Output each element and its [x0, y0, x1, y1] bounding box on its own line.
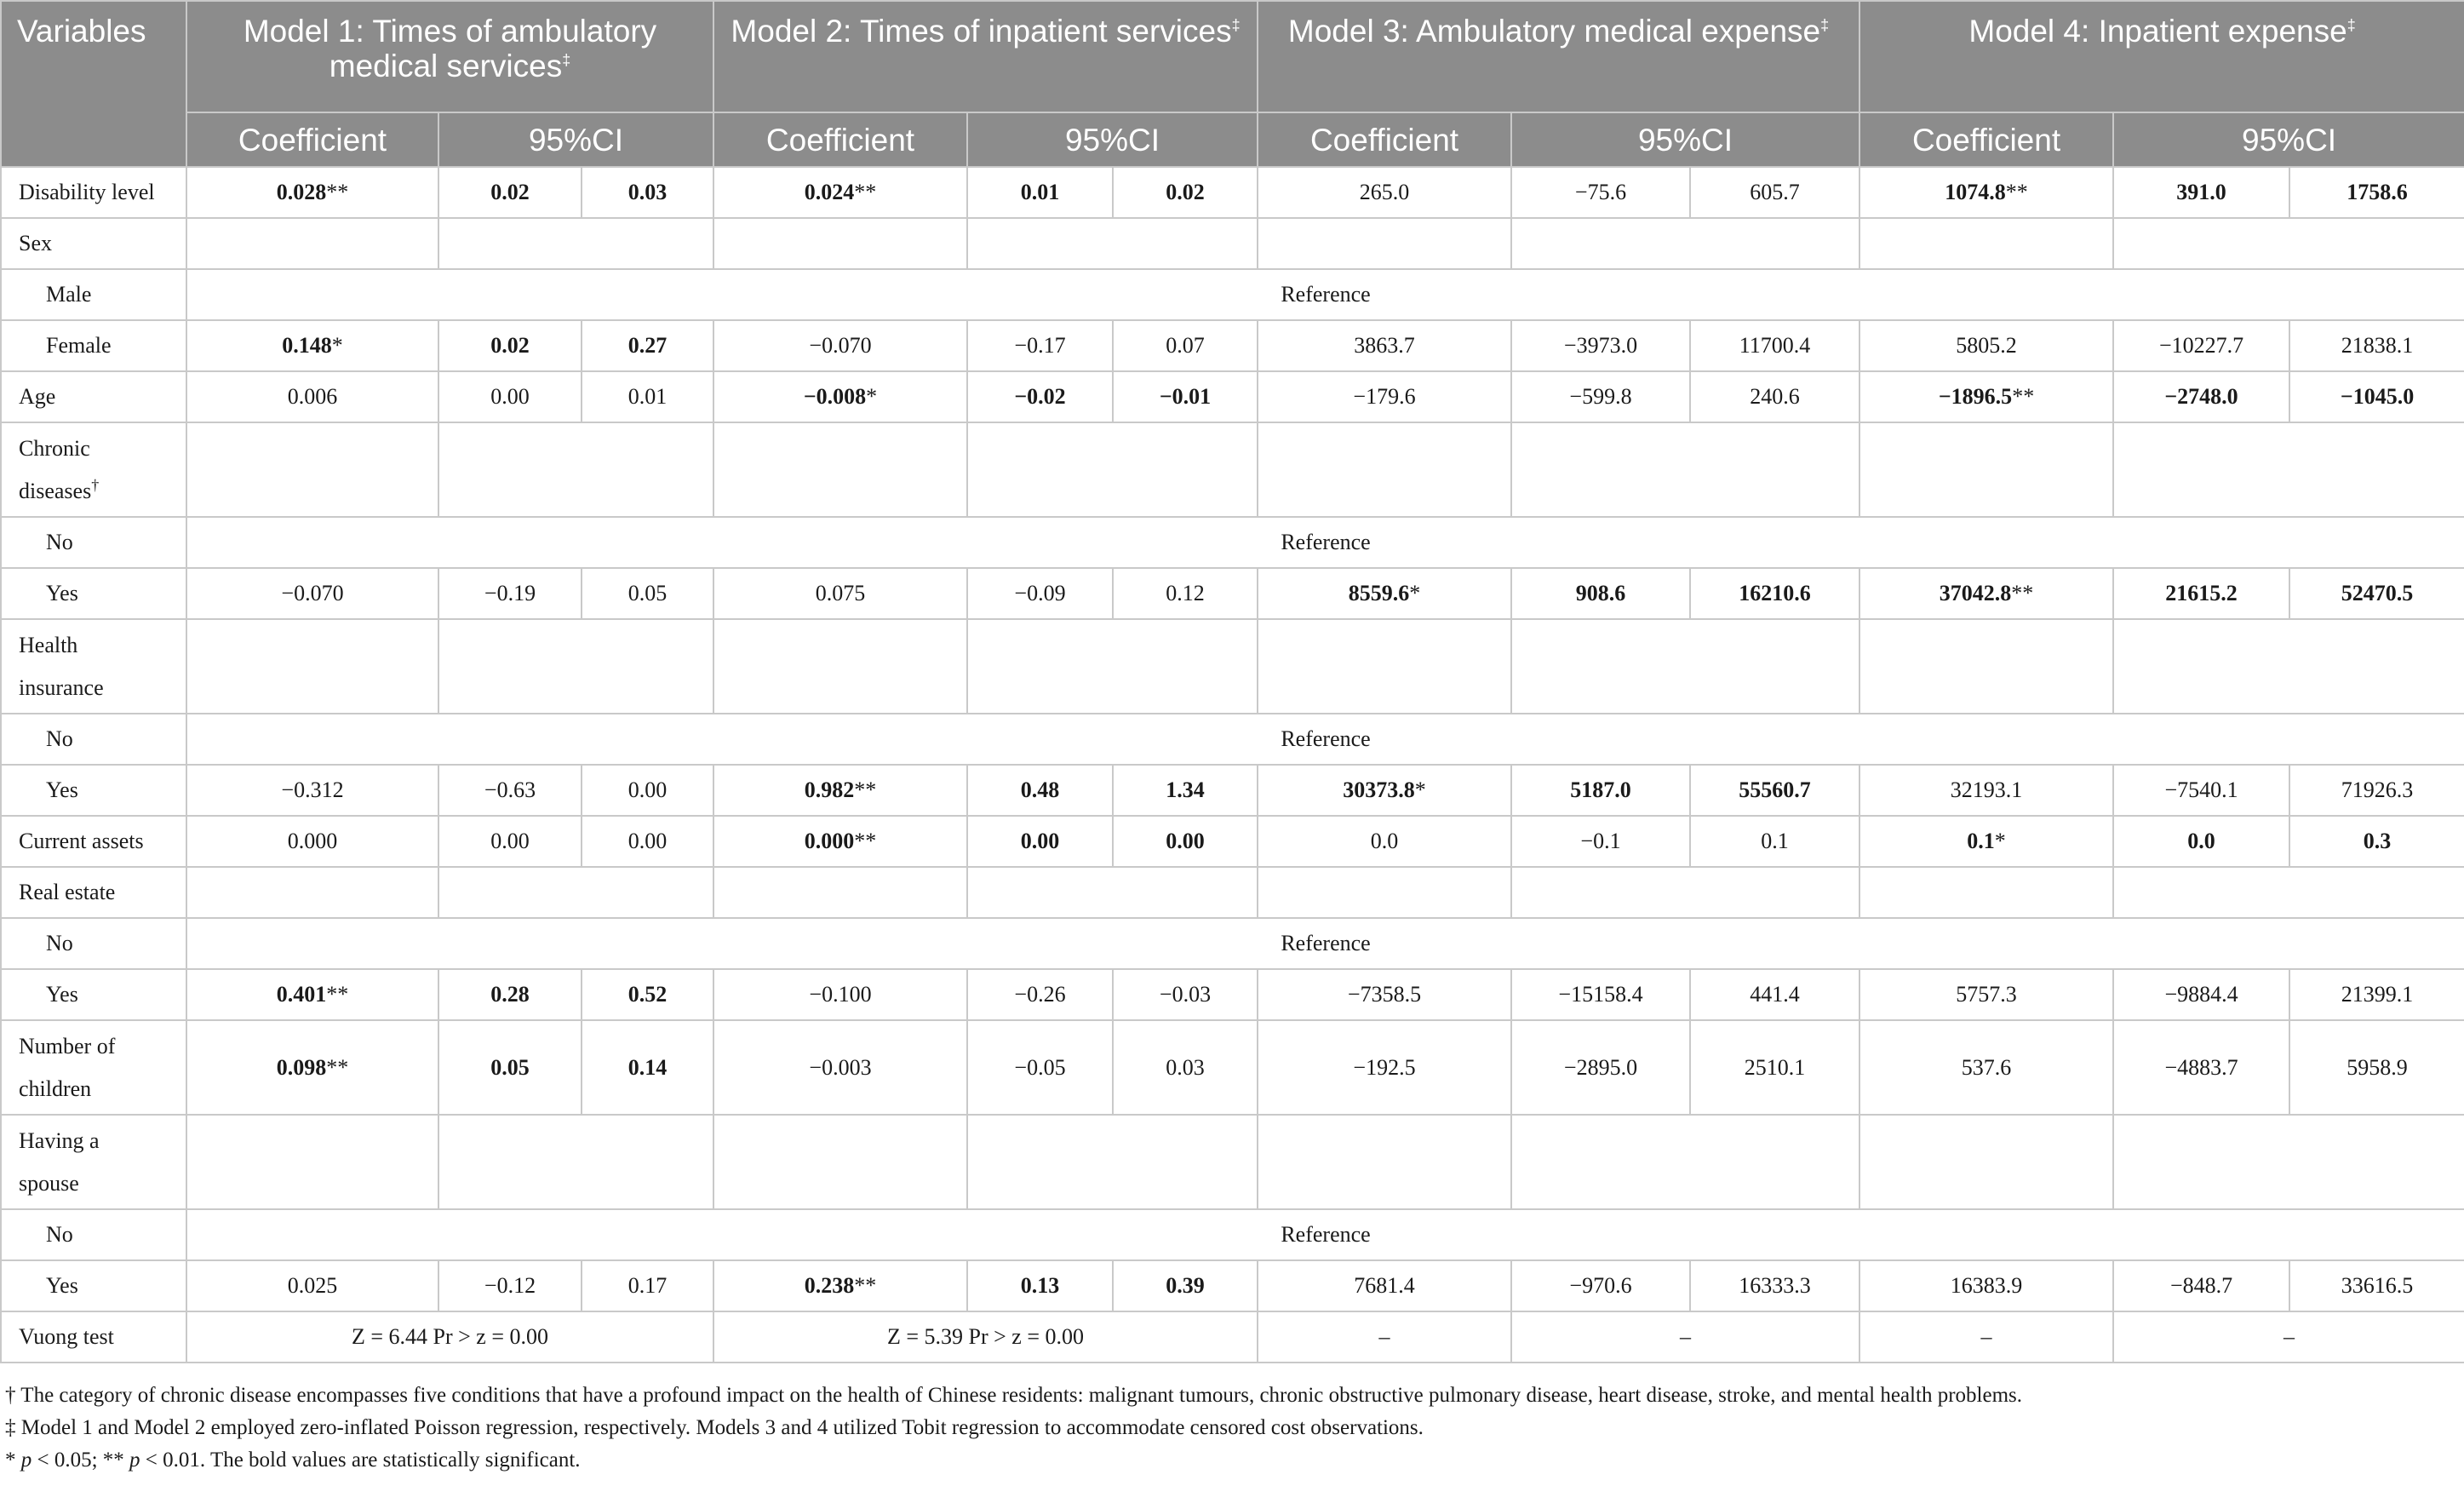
coefficient-cell: 0.1* [1859, 816, 2113, 867]
vuong-model-4-ci: – [2113, 1311, 2464, 1363]
coefficient-cell: 0.028** [186, 167, 438, 218]
empty-cell [967, 1115, 1258, 1209]
coefficient-cell: 0.000 [186, 816, 438, 867]
table-row [1, 918, 2464, 969]
significance-stars: * [1994, 829, 2006, 853]
ci-cell: −2748.0 [2113, 371, 2289, 422]
coefficient-cell: 0.0 [1258, 816, 1511, 867]
coefficient-cell: −0.008* [713, 371, 967, 422]
coefficient-cell: 0.006 [186, 371, 438, 422]
ci-cell: 5958.9 [2289, 1020, 2464, 1115]
significance-stars: * [866, 384, 878, 409]
header-coefficient: Coefficient [1258, 112, 1511, 167]
empty-cell [186, 422, 438, 517]
ci-cell: −9884.4 [2113, 969, 2289, 1020]
ci-cell: −0.02 [967, 371, 1113, 422]
table-row [1, 969, 2464, 1020]
ci-cell: 0.3 [2289, 816, 2464, 867]
row-label: Chronic diseases† [1, 422, 186, 517]
table-row [1, 422, 2464, 517]
empty-cell [967, 867, 1258, 918]
ci-cell: 0.1 [1690, 816, 1859, 867]
ci-cell: 0.00 [582, 816, 713, 867]
ci-cell: −7540.1 [2113, 765, 2289, 816]
row-label: No [1, 714, 186, 765]
empty-cell [1258, 619, 1511, 714]
table-row [1, 1115, 2464, 1209]
coefficient-cell: 0.401** [186, 969, 438, 1020]
coefficient-cell: −7358.5 [1258, 969, 1511, 1020]
table-row [1, 1260, 2464, 1311]
empty-cell [2113, 1115, 2464, 1209]
ci-cell: 0.28 [438, 969, 582, 1020]
ci-cell: −599.8 [1511, 371, 1690, 422]
empty-cell [1859, 218, 2113, 269]
coefficient-cell: 37042.8** [1859, 568, 2113, 619]
empty-cell [2113, 218, 2464, 269]
ci-cell: 21838.1 [2289, 320, 2464, 371]
ci-cell: 240.6 [1690, 371, 1859, 422]
vuong-model-2: Z = 5.39 Pr > z = 0.00 [713, 1311, 1258, 1363]
empty-cell [1511, 1115, 1859, 1209]
significance-stars: ** [2005, 180, 2028, 204]
coefficient-cell: 0.098** [186, 1020, 438, 1115]
empty-cell [713, 1115, 967, 1209]
row-label: Yes [1, 568, 186, 619]
coefficient-cell: 0.075 [713, 568, 967, 619]
coefficient-cell: −0.312 [186, 765, 438, 816]
coefficient-cell: −192.5 [1258, 1020, 1511, 1115]
ci-cell: 0.03 [1113, 1020, 1258, 1115]
empty-cell [713, 218, 967, 269]
significance-stars: ** [854, 180, 877, 204]
row-label: Female [1, 320, 186, 371]
ci-cell: 0.39 [1113, 1260, 1258, 1311]
empty-cell [1511, 867, 1859, 918]
table-row [1, 517, 2464, 568]
table-row [1, 714, 2464, 765]
footnote-significance: * p < 0.05; ** p < 0.01. The bold values are statistically significant. [5, 1449, 581, 1472]
vuong-model-3-ci: – [1511, 1311, 1859, 1363]
ci-cell: 0.48 [967, 765, 1113, 816]
row-label: Real estate [1, 867, 186, 918]
significance-stars: ** [2011, 581, 2034, 605]
empty-cell [2113, 619, 2464, 714]
empty-cell [186, 619, 438, 714]
ci-cell: −1045.0 [2289, 371, 2464, 422]
ci-cell: −0.1 [1511, 816, 1690, 867]
table-row [1, 371, 2464, 422]
ci-cell: 0.02 [1113, 167, 1258, 218]
ci-cell: 71926.3 [2289, 765, 2464, 816]
vuong-model-4-coef: – [1859, 1311, 2113, 1363]
table-row [1, 218, 2464, 269]
coefficient-cell: 0.025 [186, 1260, 438, 1311]
header-model-3: Model 3: Ambulatory medical expense‡ [1258, 1, 1859, 112]
footnote-chronic: † The category of chronic disease encompasses five conditions that have a profound impact on the health of Chinese residents: malignant tumours, chronic obstructive pulmonary disease, heart disease, stroke, and mental health problems. [5, 1384, 2022, 1407]
empty-cell [1258, 1115, 1511, 1209]
table-row [1, 619, 2464, 714]
table-row [1, 320, 2464, 371]
ci-cell: 21399.1 [2289, 969, 2464, 1020]
ci-cell: 0.52 [582, 969, 713, 1020]
empty-cell [1258, 867, 1511, 918]
ci-cell: 0.00 [438, 371, 582, 422]
empty-cell [1258, 218, 1511, 269]
ci-cell: 1758.6 [2289, 167, 2464, 218]
ci-cell: 21615.2 [2113, 568, 2289, 619]
header-ci: 95%CI [1511, 112, 1859, 167]
coefficient-cell: 8559.6* [1258, 568, 1511, 619]
ci-cell: 441.4 [1690, 969, 1859, 1020]
reference-cell: Reference [186, 918, 2464, 969]
empty-cell [438, 422, 713, 517]
empty-cell [1511, 422, 1859, 517]
significance-stars: ** [326, 1054, 349, 1080]
empty-cell [713, 619, 967, 714]
table-row [1, 1020, 2464, 1115]
ci-cell: 0.01 [967, 167, 1113, 218]
ci-cell: −0.63 [438, 765, 582, 816]
ci-cell: −3973.0 [1511, 320, 1690, 371]
ci-cell: −0.17 [967, 320, 1113, 371]
coefficient-cell: 3863.7 [1258, 320, 1511, 371]
row-label: Health insurance [1, 619, 186, 714]
empty-cell [967, 422, 1258, 517]
significance-stars: ** [854, 1273, 877, 1298]
row-label: Disability level [1, 167, 186, 218]
empty-cell [186, 218, 438, 269]
empty-cell [1258, 422, 1511, 517]
vuong-model-1: Z = 6.44 Pr > z = 0.00 [186, 1311, 713, 1363]
header-coefficient: Coefficient [186, 112, 438, 167]
reference-cell: Reference [186, 1209, 2464, 1260]
ci-cell: −10227.7 [2113, 320, 2289, 371]
row-label: Male [1, 269, 186, 320]
coefficient-cell: 1074.8** [1859, 167, 2113, 218]
row-label: Yes [1, 969, 186, 1020]
header-coefficient: Coefficient [1859, 112, 2113, 167]
row-label: Yes [1, 765, 186, 816]
row-label: Vuong test [1, 1311, 186, 1363]
ci-cell: −75.6 [1511, 167, 1690, 218]
ci-cell: −15158.4 [1511, 969, 1690, 1020]
significance-stars: * [1414, 777, 1426, 802]
ci-cell: −970.6 [1511, 1260, 1690, 1311]
empty-cell [1859, 867, 2113, 918]
empty-cell [438, 867, 713, 918]
empty-cell [2113, 422, 2464, 517]
table-row [1, 765, 2464, 816]
header-ci: 95%CI [967, 112, 1258, 167]
significance-stars: ** [854, 777, 877, 802]
ci-cell: −0.26 [967, 969, 1113, 1020]
header-ci: 95%CI [438, 112, 713, 167]
ci-cell: 55560.7 [1690, 765, 1859, 816]
ci-cell: −0.01 [1113, 371, 1258, 422]
ci-cell: 0.02 [438, 167, 582, 218]
row-label: No [1, 918, 186, 969]
ci-cell: −0.05 [967, 1020, 1113, 1115]
ci-cell: −4883.7 [2113, 1020, 2289, 1115]
ci-cell: 0.13 [967, 1260, 1113, 1311]
ci-cell: 0.01 [582, 371, 713, 422]
ci-cell: 605.7 [1690, 167, 1859, 218]
ci-cell: 0.00 [1113, 816, 1258, 867]
coefficient-cell: 16383.9 [1859, 1260, 2113, 1311]
coefficient-cell: −1896.5** [1859, 371, 2113, 422]
ci-cell: 0.05 [582, 568, 713, 619]
ci-cell: −848.7 [2113, 1260, 2289, 1311]
ci-cell: 16333.3 [1690, 1260, 1859, 1311]
ci-cell: −0.03 [1113, 969, 1258, 1020]
significance-stars: ** [326, 982, 349, 1007]
header-ci: 95%CI [2113, 112, 2464, 167]
empty-cell [438, 218, 713, 269]
header-model-4: Model 4: Inpatient expense‡ [1859, 1, 2464, 112]
ci-cell: 0.27 [582, 320, 713, 371]
ci-cell: 908.6 [1511, 568, 1690, 619]
ci-cell: 0.14 [582, 1020, 713, 1115]
ci-cell: 0.00 [438, 816, 582, 867]
header-model-1: Model 1: Times of ambulatory medical services‡ [186, 1, 713, 112]
row-label: Number of children [1, 1020, 186, 1115]
ci-cell: 52470.5 [2289, 568, 2464, 619]
ci-cell: −0.09 [967, 568, 1113, 619]
table-row [1, 816, 2464, 867]
empty-cell [1859, 1115, 2113, 1209]
coefficient-cell: 0.148* [186, 320, 438, 371]
ci-cell: 0.03 [582, 167, 713, 218]
table-footnotes [0, 1380, 2464, 1477]
ci-cell: 0.00 [967, 816, 1113, 867]
empty-cell [438, 619, 713, 714]
row-label: Age [1, 371, 186, 422]
coefficient-cell: 0.000** [713, 816, 967, 867]
significance-stars: ** [854, 829, 877, 853]
table-row [1, 1311, 2464, 1363]
significance-stars: * [331, 333, 343, 358]
ci-cell: −0.12 [438, 1260, 582, 1311]
ci-cell: 0.00 [582, 765, 713, 816]
row-label: Having a spouse [1, 1115, 186, 1209]
empty-cell [1511, 619, 1859, 714]
coefficient-cell: 0.982** [713, 765, 967, 816]
table-row [1, 167, 2464, 218]
empty-cell [1859, 619, 2113, 714]
coefficient-cell: −0.070 [713, 320, 967, 371]
row-label: Yes [1, 1260, 186, 1311]
table-row [1, 867, 2464, 918]
ci-cell: 11700.4 [1690, 320, 1859, 371]
ci-cell: 33616.5 [2289, 1260, 2464, 1311]
coefficient-cell: −0.070 [186, 568, 438, 619]
table-body [1, 167, 2464, 1363]
vuong-model-3-coef: – [1258, 1311, 1511, 1363]
significance-stars: ** [2012, 384, 2035, 409]
header-variables: Variables [1, 1, 186, 167]
ci-cell: 0.17 [582, 1260, 713, 1311]
ci-cell: −2895.0 [1511, 1020, 1690, 1115]
ci-cell: 0.0 [2113, 816, 2289, 867]
reference-cell: Reference [186, 269, 2464, 320]
coefficient-cell: 0.024** [713, 167, 967, 218]
coefficient-cell: 265.0 [1258, 167, 1511, 218]
empty-cell [186, 1115, 438, 1209]
significance-stars: ** [326, 180, 349, 204]
row-label: No [1, 1209, 186, 1260]
header-coefficient: Coefficient [713, 112, 967, 167]
empty-cell [1511, 218, 1859, 269]
significance-stars: * [1409, 581, 1421, 605]
coefficient-cell: 5805.2 [1859, 320, 2113, 371]
row-label: Sex [1, 218, 186, 269]
coefficient-cell: 32193.1 [1859, 765, 2113, 816]
ci-cell: 0.05 [438, 1020, 582, 1115]
coefficient-cell: 5757.3 [1859, 969, 2113, 1020]
ci-cell: 0.07 [1113, 320, 1258, 371]
ci-cell: 391.0 [2113, 167, 2289, 218]
ci-cell: 1.34 [1113, 765, 1258, 816]
empty-cell [713, 422, 967, 517]
coefficient-cell: −0.100 [713, 969, 967, 1020]
table-row [1, 568, 2464, 619]
empty-cell [186, 867, 438, 918]
empty-cell [713, 867, 967, 918]
ci-cell: −0.19 [438, 568, 582, 619]
coefficient-cell: −0.003 [713, 1020, 967, 1115]
row-label: Current assets [1, 816, 186, 867]
coefficient-cell: 537.6 [1859, 1020, 2113, 1115]
table-row [1, 269, 2464, 320]
empty-cell [967, 619, 1258, 714]
empty-cell [2113, 867, 2464, 918]
coefficient-cell: 7681.4 [1258, 1260, 1511, 1311]
footnote-models: ‡ Model 1 and Model 2 employed zero-inflated Poisson regression, respectively. Models 3 and 4 utilized Tobit regression to accommodate censored cost observations. [5, 1416, 1424, 1439]
reference-cell: Reference [186, 714, 2464, 765]
ci-cell: 16210.6 [1690, 568, 1859, 619]
empty-cell [967, 218, 1258, 269]
row-label: No [1, 517, 186, 568]
table-header [1, 1, 2464, 167]
ci-cell: 0.12 [1113, 568, 1258, 619]
coefficient-cell: 30373.8* [1258, 765, 1511, 816]
ci-cell: 0.02 [438, 320, 582, 371]
table-row [1, 1209, 2464, 1260]
coefficient-cell: −179.6 [1258, 371, 1511, 422]
coefficient-cell: 0.238** [713, 1260, 967, 1311]
empty-cell [1859, 422, 2113, 517]
ci-cell: 2510.1 [1690, 1020, 1859, 1115]
header-model-2: Model 2: Times of inpatient services‡ [713, 1, 1258, 112]
reference-cell: Reference [186, 517, 2464, 568]
empty-cell [438, 1115, 713, 1209]
ci-cell: 5187.0 [1511, 765, 1690, 816]
